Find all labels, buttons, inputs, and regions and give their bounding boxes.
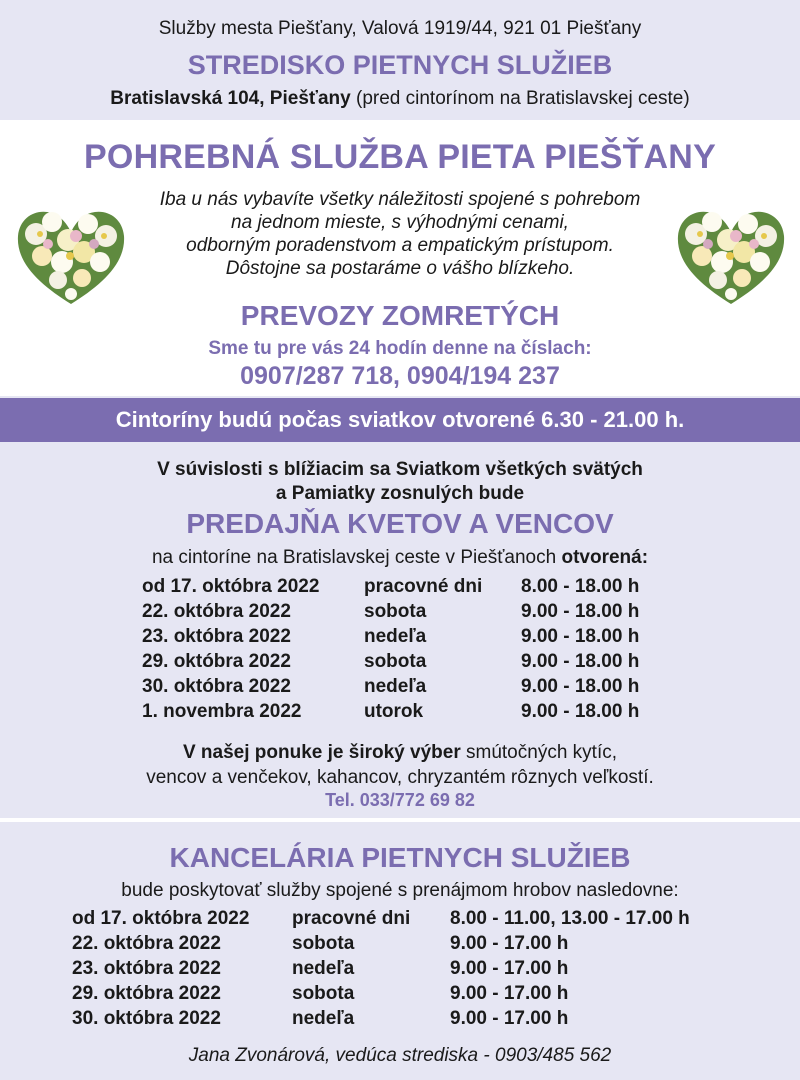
schedule-row — [0, 651, 800, 676]
location-text: na cintoríne na Bratislavskej ceste v Piešťanoch — [151, 547, 562, 568]
offer-rest: smútočných kytíc, — [460, 742, 618, 763]
schedule-row — [0, 908, 800, 933]
offer-line: vencov a venčekov, kahancov, chryzantém rôznych veľkostí. — [146, 767, 654, 788]
schedule-day: utorok — [364, 701, 424, 722]
schedule-hours: 9.00 - 18.00 h — [521, 701, 640, 722]
schedule-day: nedeľa — [364, 676, 427, 697]
cemetery-hours-banner: Cintoríny budú počas sviatkov otvorené 6.30 - 21.00 h. — [0, 398, 800, 442]
flower-heart-wreath-icon — [12, 200, 130, 308]
section-divider — [0, 818, 800, 822]
schedule-row — [0, 958, 800, 983]
schedule-date: 23. októbra 2022 — [142, 626, 291, 647]
schedule-date: od 17. októbra 2022 — [142, 576, 320, 597]
funeral-service-tagline — [120, 188, 680, 280]
schedule-hours: 8.00 - 11.00, 13.00 - 17.00 h — [450, 908, 690, 929]
address-note: (pred cintorínom na Bratislavskej ceste) — [350, 88, 690, 109]
schedule-date: 23. októbra 2022 — [72, 958, 221, 979]
schedule-day: sobota — [292, 983, 355, 1004]
schedule-day: nedeľa — [292, 1008, 355, 1029]
signature: Jana Zvonárová, vedúca strediska - 0903/485 562 — [188, 1045, 612, 1066]
schedule-day: sobota — [364, 651, 427, 672]
schedule-row — [0, 1008, 800, 1033]
schedule-row — [0, 576, 800, 601]
schedule-date: 29. októbra 2022 — [142, 651, 291, 672]
organization-line: Služby mesta Piešťany, Valová 1919/44, 921 01 Piešťany — [158, 18, 642, 39]
flower-shop-title: PREDAJŇA KVETOV A VENCOV — [186, 508, 614, 539]
office-title: KANCELÁRIA PIETNYCH SLUŽIEB — [169, 842, 631, 873]
schedule-hours: 9.00 - 17.00 h — [450, 983, 569, 1004]
offer-bold: V našej ponuke je široký výber — [182, 742, 461, 763]
schedule-date: 30. októbra 2022 — [72, 1008, 221, 1029]
offer-text — [0, 740, 800, 790]
schedule-hours: 8.00 - 18.00 h — [521, 576, 640, 597]
schedule-hours: 9.00 - 18.00 h — [521, 601, 640, 622]
schedule-row — [0, 626, 800, 651]
phone-numbers: 0907/287 718, 0904/194 237 — [240, 362, 560, 390]
schedule-row — [0, 701, 800, 726]
address-street: Bratislavská 104, Piešťany — [110, 88, 351, 109]
flower-shop-intro — [0, 458, 800, 506]
flower-shop-location — [0, 547, 800, 569]
schedule-row — [0, 983, 800, 1008]
schedule-hours: 9.00 - 18.00 h — [521, 676, 640, 697]
offer-line — [0, 740, 800, 765]
schedule-hours: 9.00 - 17.00 h — [450, 933, 569, 954]
intro-line: a Pamiatky zosnulých bude — [275, 483, 525, 504]
schedule-row — [0, 933, 800, 958]
transport-title: PREVOZY ZOMRETÝCH — [240, 300, 560, 331]
header — [0, 0, 800, 118]
office-subtitle: bude poskytovať služby spojené s prenájmom hrobov nasledovne: — [121, 880, 679, 901]
center-address — [0, 88, 800, 110]
schedule-day: pracovné dni — [364, 576, 483, 597]
flower-heart-wreath-icon — [672, 200, 790, 308]
schedule-date: 29. októbra 2022 — [72, 983, 221, 1004]
schedule-day: sobota — [364, 601, 427, 622]
tagline-line: Iba u nás vybavíte všetky náležitosti spojené s pohrebom — [159, 189, 641, 210]
schedule-row — [0, 601, 800, 626]
schedule-hours: 9.00 - 18.00 h — [521, 626, 640, 647]
schedule-day: sobota — [292, 933, 355, 954]
location-open-label: otvorená: — [561, 547, 649, 568]
schedule-day: nedeľa — [292, 958, 355, 979]
schedule-date: od 17. októbra 2022 — [72, 908, 250, 929]
flower-shop-phone: Tel. 033/772 69 82 — [325, 790, 475, 810]
flower-shop-schedule — [0, 576, 800, 726]
schedule-hours: 9.00 - 17.00 h — [450, 958, 569, 979]
tagline-line: na jednom mieste, s výhodnými cenami, — [231, 212, 569, 233]
schedule-date: 22. októbra 2022 — [72, 933, 221, 954]
schedule-hours: 9.00 - 18.00 h — [521, 651, 640, 672]
center-title: STREDISKO PIETNYCH SLUŽIEB — [187, 50, 613, 80]
funeral-service-title: POHREBNÁ SLUŽBA PIETA PIEŠŤANY — [84, 138, 716, 176]
tagline-line: odborným poradenstvom a empatickým prístupom. — [186, 235, 614, 256]
schedule-row — [0, 676, 800, 701]
intro-line: V súvislosti s blížiacim sa Sviatkom všetkých svätých — [157, 459, 643, 480]
schedule-day: pracovné dni — [292, 908, 411, 929]
schedule-date: 30. októbra 2022 — [142, 676, 291, 697]
schedule-date: 1. novembra 2022 — [142, 701, 302, 722]
schedule-hours: 9.00 - 17.00 h — [450, 1008, 569, 1029]
tagline-line: Dôstojne sa postaráme o vášho blízkeho. — [225, 258, 575, 279]
availability-text: Sme tu pre vás 24 hodín denne na číslach: — [208, 338, 592, 359]
schedule-date: 22. októbra 2022 — [142, 601, 291, 622]
office-schedule — [0, 908, 800, 1033]
schedule-day: nedeľa — [364, 626, 427, 647]
